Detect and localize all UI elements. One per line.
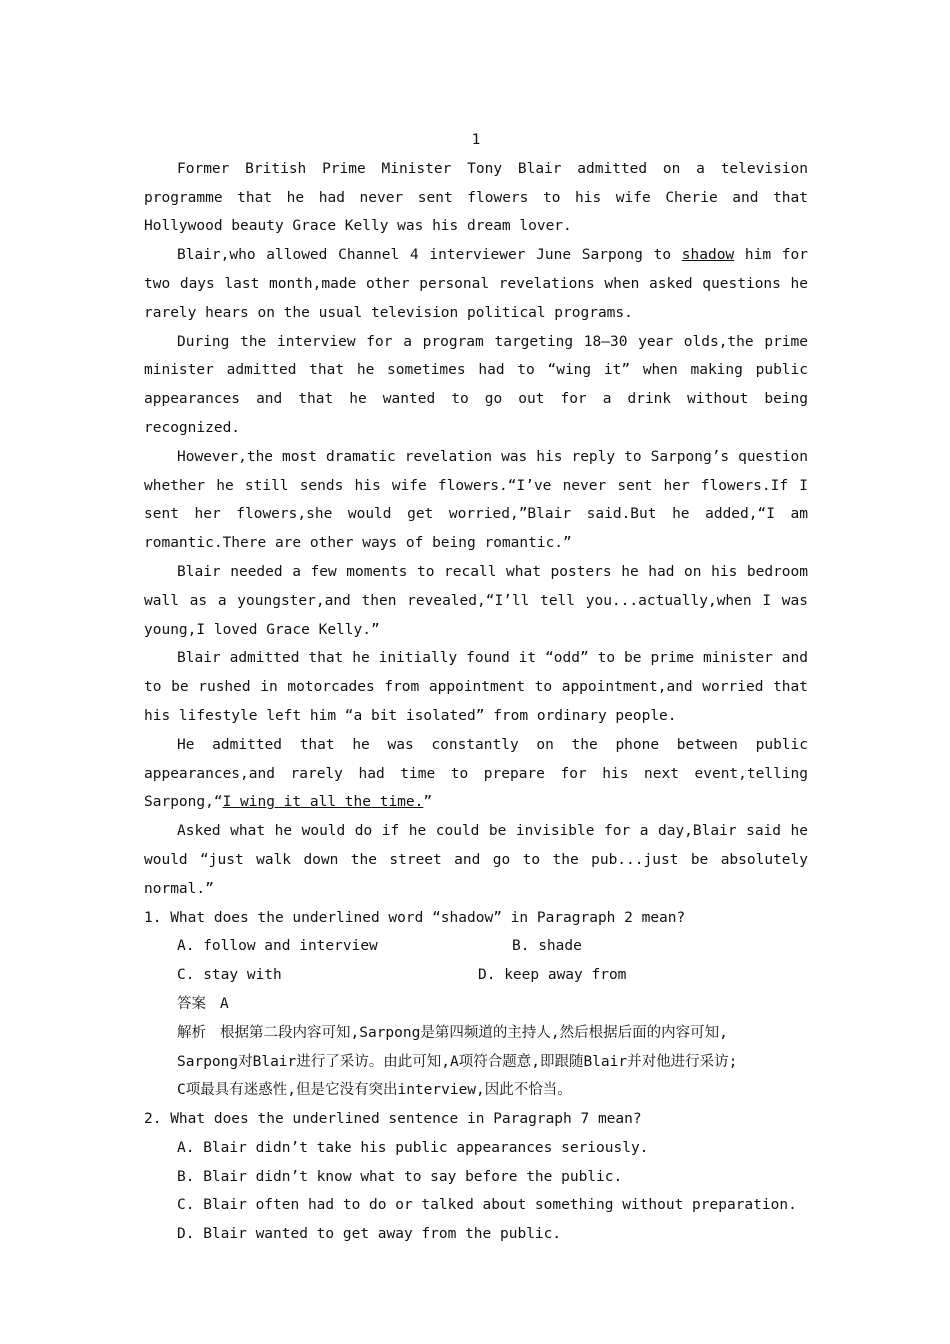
question-2-option-c: C. Blair often had to do or talked about something without preparation. — [177, 1197, 797, 1214]
paragraph-3: During the interview for a program targeting 18—30 year olds,the prime minister admitted that he sometimes had to “wing it” when making public appearances and that he wanted to go out for a drink without being recognized. — [144, 333, 808, 436]
question-2: 2. What does the underlined sentence in Paragraph 7 mean? — [144, 1111, 642, 1128]
question-2-option-b: B. Blair didn’t know what to say before the public. — [177, 1168, 623, 1185]
explanation-line-3: C项最具有迷惑性,但是它没有突出interview,因此不恰当。 — [177, 1082, 572, 1099]
question-1-options-row-2 — [144, 961, 808, 990]
question-1-option-a: A. follow and interview — [177, 938, 378, 955]
paragraph-7-text-after: ” — [423, 794, 433, 811]
answer-label: 答案 — [177, 995, 206, 1012]
question-1-option-d: D. keep away from — [478, 967, 627, 984]
question-2-option-a: A. Blair didn’t take his public appearances seriously. — [177, 1139, 649, 1156]
underlined-word-shadow: shadow — [681, 247, 735, 264]
paragraph-8: Asked what he would do if he could be invisible for a day,Blair said he would “just walk down the street and go to the pub...just be absolutely normal.” — [144, 823, 808, 897]
underlined-sentence: I wing it all the time. — [222, 794, 424, 811]
paragraph-7 — [144, 731, 808, 817]
explanation-line-1 — [177, 1019, 808, 1048]
explanation-text-1: 根据第二段内容可知,Sarpong是第四频道的主持人,然后根据后面的内容可知, — [220, 1024, 728, 1041]
question-2-option-d: D. Blair wanted to get away from the public. — [177, 1226, 562, 1243]
question-1: 1. What does the underlined word “shadow” in Paragraph 2 mean? — [144, 909, 686, 926]
explanation-line-2: Sarpong对Blair进行了采访。由此可知,A项符合题意,即跟随Blair并对他进行采访; — [177, 1053, 738, 1070]
paragraph-2 — [144, 241, 808, 327]
paragraph-2-text-after: him for two days last month,made other personal revelations when asked questions he rarely hears on the usual television political programs. — [144, 247, 808, 321]
paragraph-1: Former British Prime Minister Tony Blair admitted on a television programme that he had never sent flowers to his wife Cherie and that Hollywood beauty Grace Kelly was his dream lover. — [144, 160, 808, 235]
question-1-option-c: C. stay with — [177, 967, 282, 984]
paragraph-7-text-before: He admitted that he was constantly on the phone between public appearances,and rarely had time to prepare for his next event,telling Sarpong,“ — [144, 736, 808, 811]
document-page — [144, 126, 808, 1249]
answer-value: A — [220, 995, 229, 1012]
question-1-option-b: B. shade — [512, 938, 582, 955]
paragraph-5: Blair needed a few moments to recall what posters he had on his bedroom wall as a youngster,and then revealed,“I’ll tell you...actually,when I was young,I loved Grace Kelly.” — [144, 563, 808, 638]
paragraph-2-text-before: Blair,who allowed Channel 4 interviewer June Sarpong to — [177, 247, 682, 264]
paragraph-6: Blair admitted that he initially found it “odd” to be prime minister and to be rushed in motorcades from appointment to appointment,and worried that his lifestyle left him “a bit isolated” from ordinary people. — [144, 650, 808, 724]
question-1-options-row-1 — [144, 932, 808, 961]
page-number: 1 — [471, 132, 481, 148]
explanation-label: 解析 — [177, 1024, 206, 1041]
question-1-answer — [144, 990, 808, 1019]
paragraph-4: However,the most dramatic revelation was his reply to Sarpong’s question whether he still sends his wife flowers.“I’ve never sent her flowers.If I sent her flowers,she would get worried,”Blair said.But he added,“I am romantic.There are other ways of being romantic.” — [144, 448, 808, 552]
question-1-explanation — [144, 1019, 808, 1105]
